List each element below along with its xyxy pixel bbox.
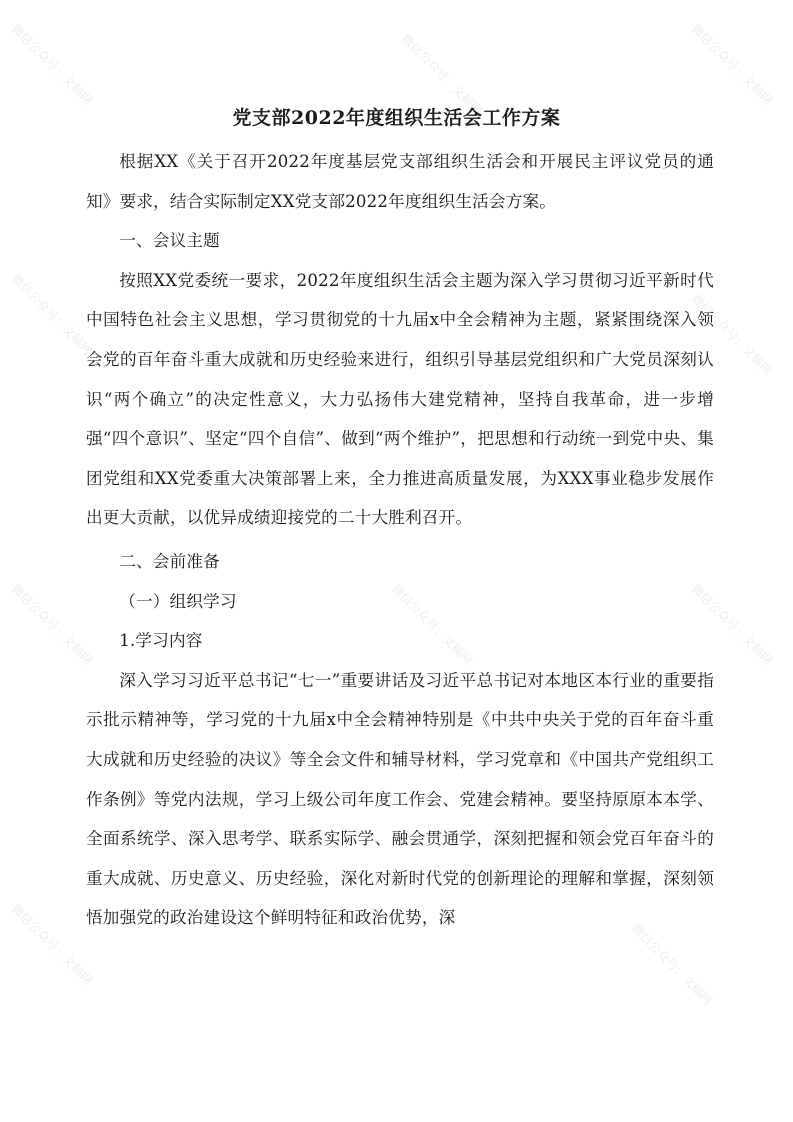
watermark: 微信公众号：文稿网 bbox=[8, 901, 95, 988]
watermark: 微信公众号：文稿网 bbox=[628, 921, 715, 1008]
watermark: 微信公众号：文稿网 bbox=[688, 291, 775, 378]
document-title: 党支部2022年度组织生活会工作方案 bbox=[232, 107, 561, 129]
watermark: 微信公众号：文稿网 bbox=[688, 21, 775, 108]
theme-paragraph: 按照XX党委统一要求，2022年度组织生活会主题为深入学习贯彻习近平新时代中国特色社会主义思想，学习贯彻党的十九届x中全会精神为主题，紧紧围绕深入领会党的百年奋斗重大成就和历史经验来进行，组织引导基层党组织和广大党员深刻认识“两个确立”的决定性意义，大力弘扬伟大建党精神，坚持自我革命，进一步增强“四个意识”、坚定“四个自信”、做到“两个维护”，把思想和行动统一到党中央、集团党组和XX党委重大决策部署上来，全力推进高质量发展，为XXX事业稳步发展作出更大贡献，以优异成绩迎接党的二十大胜利召开。 bbox=[86, 270, 714, 528]
watermark: 微信公众号：文稿网 bbox=[8, 271, 95, 358]
study-content-paragraph: 深入学习习近平总书记“七一”重要讲话及习近平总书记对本地区本行业的重要指示批示精神等，学习党的十九届x中全会精神特别是《中共中央关于党的百年奋斗重大成就和历史经验的决议》等全会文件和辅导材料，学习党章和《中国共产党组织工作条例》等党内法规，学习上级公司年度工作会、党建会精神。要坚持原原本本学、全面系统学、深入思考学、联系实际学、融会贯通学，深刻把握和领会党百年奋斗的重大成就、历史意义、历史经验，深化对新时代党的创新理论的理解和掌握，深刻领悟加强党的政治建设这个鲜明特征和政治优势，深 bbox=[86, 670, 714, 928]
subsection-heading: （一）组织学习 bbox=[119, 591, 237, 611]
watermark: 微信公众号：文稿网 bbox=[688, 581, 775, 668]
watermark: 微信公众号：文稿网 bbox=[8, 21, 95, 108]
watermark: 微信公众号：文稿网 bbox=[398, 31, 485, 118]
section-heading-1: 一、会议主题 bbox=[119, 231, 220, 251]
watermark: 微信公众号：文稿网 bbox=[388, 581, 475, 668]
watermark: 微信公众号：文稿网 bbox=[8, 581, 95, 668]
item-heading: 1.学习内容 bbox=[119, 631, 203, 651]
document-body bbox=[86, 142, 714, 938]
intro-paragraph: 根据XX《关于召开2022年度基层党支部组织生活会和开展民主评议党员的通知》要求，结合实际制定XX党支部2022年度组织生活会方案。 bbox=[86, 152, 714, 211]
section-heading-2: 二、会前准备 bbox=[119, 551, 220, 571]
